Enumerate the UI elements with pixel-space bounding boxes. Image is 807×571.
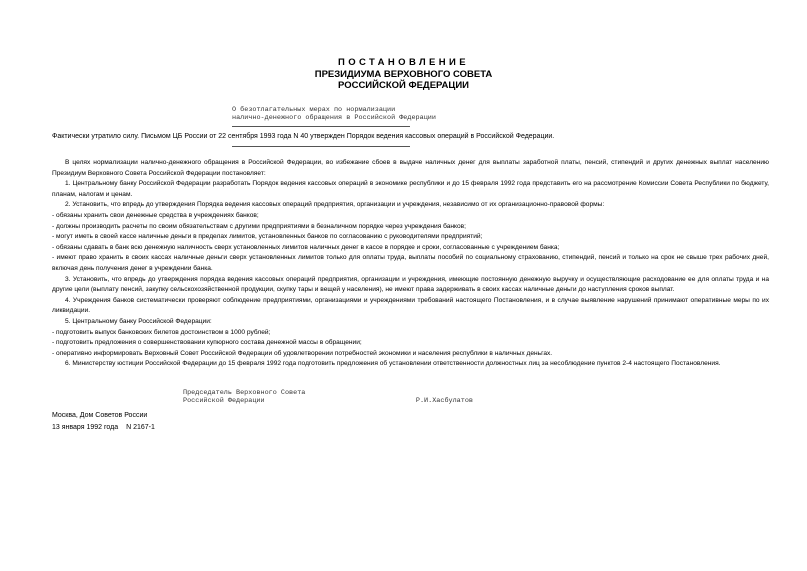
signatory-position-line-1: Председатель Верховного Совета <box>183 389 306 397</box>
signatory-position-line-2: Российской Федерации <box>183 397 265 405</box>
paragraph: 1. Центральному банку Российской Федерации разработать Порядок ведения кассовых операций в экономике республики и до 15 февраля 1992 года представить его на рассмотрение Комиссии Совета Республики по бюджету, планам, налогам и ценам. <box>52 180 769 198</box>
list-item: - могут иметь в своей кассе наличные деньги в пределах лимитов, установленных банков по согласованию с руководителями предприятий; <box>52 233 483 241</box>
date-line <box>52 422 155 434</box>
status-note: Фактически утратило силу. Письмом ЦБ России от 22 сентября 1993 года N 40 утвержден Порядок ведения кассовых операций в Российской Федерации. <box>52 133 555 140</box>
paragraph: В целях нормализации налично-денежного обращения в Российской Федерации, во избежание сбоев в выдаче наличных денег для выплаты заработной платы, пенсий, стипендий и других денежных выплат населению Президиум Верховного Совета Российской Федерации постановляет: <box>52 159 769 177</box>
document-title <box>0 57 807 68</box>
subject-line-2: налично-денежного обращения в Российской Федерации <box>232 114 436 122</box>
signing-date: 13 января 1992 года <box>52 424 119 431</box>
place-and-date <box>52 410 155 434</box>
issuer-line-1: ПРЕЗИДИУМА ВЕРХОВНОГО СОВЕТА <box>314 69 493 80</box>
list-item: - подготовить предложения о совершенствовании купюрного состава денежной массы в обращении; <box>52 339 362 347</box>
paragraph: 2. Установить, что впредь до утверждения Порядка ведения кассовых операций предприятия, организации и учреждения, независимо от их организационно-правовой формы: <box>65 201 605 209</box>
paragraph: 6. Министерству юстиции Российской Федерации до 15 февраля 1992 года подготовить предложения об установлении ответственности должностных лиц за несоблюдение пунктов 2-4 настоящего Постановления. <box>65 360 721 368</box>
subject-line-1: О безотлагательных мерах по нормализации <box>232 106 396 114</box>
signature-block <box>183 389 473 405</box>
signing-place: Москва, Дом Советов России <box>52 412 148 419</box>
note-divider <box>232 146 410 147</box>
list-item: - обязаны сдавать в банк всю денежную наличность сверх установленных лимитов наличных денег в кассе в порядке и сроки, согласованные с учреждением банка; <box>52 243 560 251</box>
list-item: - имеют право хранить в своих кассах наличные деньги сверх установленных лимитов только для оплаты труда, выплаты пособий по социальному страхованию, стипендий, пенсий и только на срок не свыше трех рабочих дней, включая день получения денег в учреждении банка. <box>52 254 769 272</box>
list-item: - оперативно информировать Верховный Совет Российской Федерации об удовлетворении потребностей экономики и населения республики в наличных деньгах. <box>52 349 553 357</box>
document-number: N 2167-1 <box>126 424 155 431</box>
document-subject <box>232 106 436 122</box>
signature-row <box>183 397 473 405</box>
title-line-1: ПОСТАНОВЛЕНИЕ <box>337 57 469 68</box>
list-item: - должны производить расчеты по своим обязательствам с другими предприятиями в безналичном порядке через учреждения банков; <box>52 222 467 230</box>
list-item: - подготовить выпуск банковских билетов достоинством в 1000 рублей; <box>52 328 271 336</box>
paragraph: 4. Учреждения банков систематически проверяют соблюдение предприятиями, организациями и учреждениями требований настоящего Постановления, и в случае выявление нарушений принимают оперативные меры по их ликвидации. <box>52 296 769 315</box>
document-body <box>52 158 769 370</box>
paragraph: 3. Установить, что впредь до утверждения порядка ведения кассовых операций предприятия, организации и учреждения, имеющие постоянную денежную выручку и осуществляющие расходование ее для оплаты труда и на другие цели (выплату пенсий, закупку сельскохозяйственной продукции, скупку тары и вещей у населения), не имеют права задерживать в своих кассах наличные деньги до наступления сроков выплат. <box>52 275 769 294</box>
list-item: - обязаны хранить свои денежные средства в учреждениях банков; <box>52 211 259 219</box>
issuer-line-2: РОССИЙСКОЙ ФЕДЕРАЦИИ <box>337 80 469 91</box>
subject-divider <box>232 126 410 127</box>
paragraph: 5. Центральному банку Российской Федерации: <box>65 317 212 325</box>
signatory-name: Р.И.Хасбулатов <box>415 397 473 405</box>
